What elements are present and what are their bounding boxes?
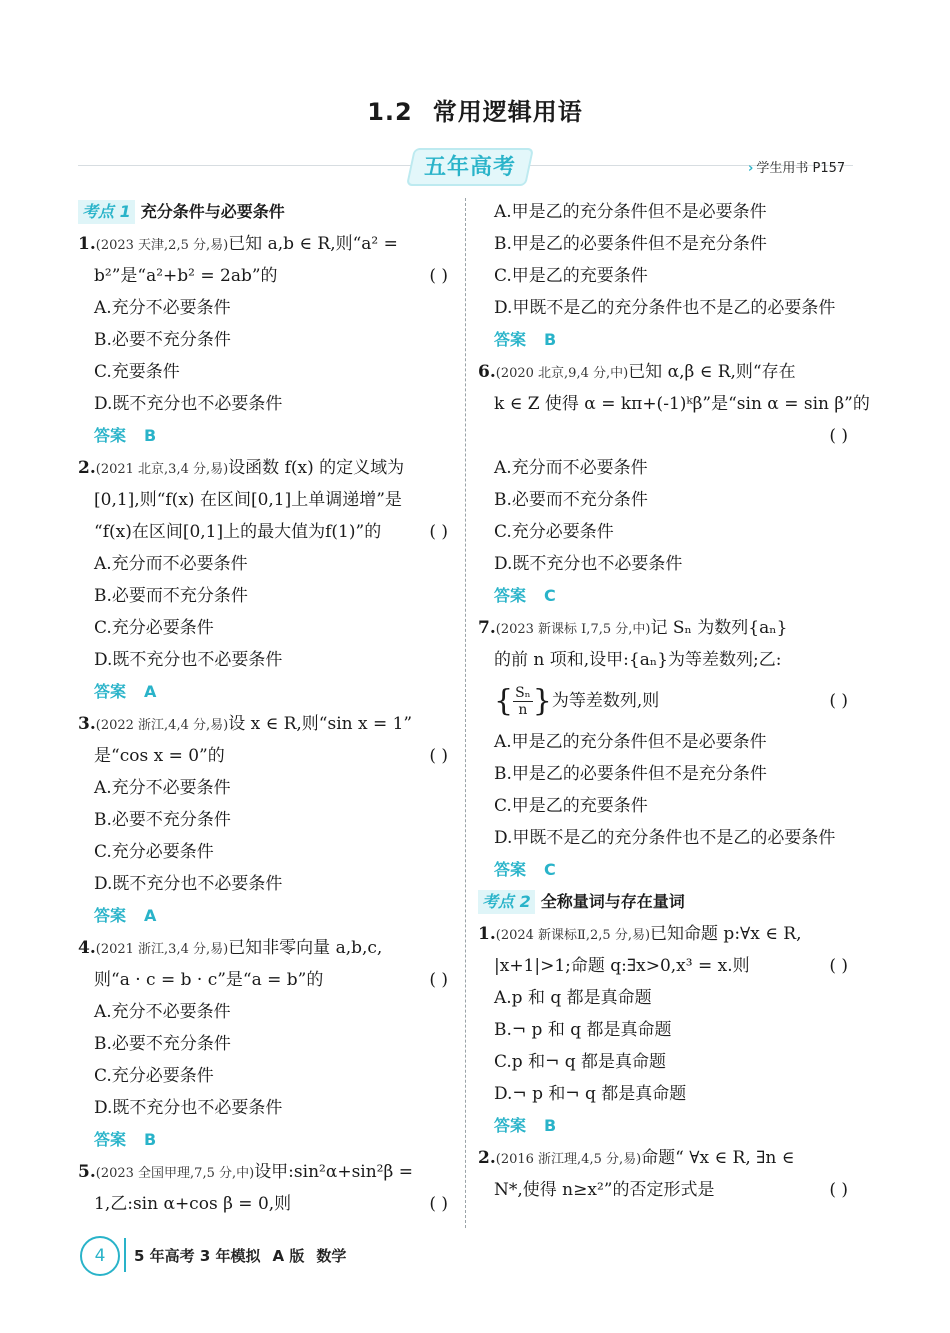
- left-column: [78, 196, 448, 1220]
- text-line: [478, 822, 848, 854]
- fraction-numerator: Sₙ: [515, 685, 531, 701]
- question-source: (2016 浙江理,4,5 分,易): [495, 1152, 642, 1167]
- answer-label: 答案: [494, 860, 527, 879]
- text-line: [478, 420, 848, 452]
- text-line: [478, 1014, 848, 1046]
- answer-value: A: [144, 682, 157, 701]
- question-source: (2024 新课标Ⅱ,2,5 分,易): [495, 928, 651, 943]
- section-heading: [478, 886, 848, 918]
- section-tag: 考点 1: [78, 200, 135, 224]
- reference-label: 学生用书 P157: [756, 161, 846, 176]
- text-line: [78, 324, 448, 356]
- text-line: [478, 484, 848, 516]
- text-line: [78, 388, 448, 420]
- line-text: 是“cos x = 0”的: [94, 746, 225, 766]
- answer-blank: ( ): [429, 746, 448, 766]
- line-text: C.充要条件: [94, 362, 180, 382]
- line-text: B.必要不充分条件: [94, 1034, 231, 1054]
- fraction-denominator: n: [518, 702, 528, 718]
- question-text: 命题“ ∀x ∈ R, ∃n ∈: [641, 1148, 795, 1168]
- text-line: [78, 836, 448, 868]
- answer-label: 答案: [94, 682, 127, 701]
- line-text: D.既不充分也不必要条件: [94, 394, 283, 414]
- text-line: [78, 1092, 448, 1124]
- question-text: 已知非零向量 a,b,c,: [228, 938, 383, 958]
- text-line: [478, 452, 848, 484]
- line-text: B.甲是乙的必要条件但不是充分条件: [494, 764, 767, 784]
- question-line: [478, 1142, 848, 1174]
- question-number: 1.: [78, 234, 96, 254]
- answer-blank: ( ): [829, 426, 848, 446]
- answer-line: [78, 900, 448, 932]
- text-line: [78, 484, 448, 516]
- book-title: 5 年高考 3 年模拟: [134, 1247, 261, 1265]
- line-text: D.既不充分也不必要条件: [494, 554, 683, 574]
- question-line: [78, 1156, 448, 1188]
- line-text: B.必要而不充分条件: [94, 586, 248, 606]
- line-text: 则“a · c = b · c”是“a = b”的: [94, 970, 324, 990]
- page-number: 4: [80, 1236, 120, 1276]
- text-line: [78, 612, 448, 644]
- question-line: [78, 708, 448, 740]
- text-line: [478, 196, 848, 228]
- question-line: [478, 356, 848, 388]
- answer-label: 答案: [494, 1116, 527, 1135]
- question-number: 7.: [478, 618, 496, 638]
- right-brace: }: [532, 683, 552, 719]
- line-text: |x+1|>1;命题 q:∃x>0,x³ = x.则: [494, 956, 750, 976]
- line-text: B.甲是乙的必要条件但不是充分条件: [494, 234, 767, 254]
- text-line: [478, 1174, 848, 1206]
- line-text: D.甲既不是乙的充分条件也不是乙的必要条件: [494, 828, 836, 848]
- line-text: A.充分不必要条件: [94, 298, 231, 318]
- text-line: [478, 548, 848, 580]
- line-text: A.充分而不必要条件: [494, 458, 648, 478]
- question-number: 6.: [478, 362, 496, 382]
- question-source: (2020 北京,9,4 分,中): [495, 366, 629, 381]
- line-text: D.甲既不是乙的充分条件也不是乙的必要条件: [494, 298, 836, 318]
- line-text: A.p 和 q 都是真命题: [494, 988, 652, 1008]
- text-line: [78, 644, 448, 676]
- text-line: [78, 996, 448, 1028]
- answer-line: [78, 676, 448, 708]
- question-source: (2023 天津,2,5 分,易): [95, 238, 229, 253]
- question-number: 4.: [78, 938, 96, 958]
- text-line: [78, 772, 448, 804]
- line-text: B.¬ p 和 q 都是真命题: [494, 1020, 672, 1040]
- text-line: [478, 982, 848, 1014]
- answer-value: B: [144, 1130, 157, 1149]
- answer-value: B: [544, 330, 557, 349]
- question-text: 设甲:sin²α+sin²β =: [254, 1162, 413, 1182]
- line-text: [0,1],则“f(x) 在区间[0,1]上单调递增”是: [94, 490, 402, 510]
- answer-blank: ( ): [429, 1194, 448, 1214]
- answer-blank: ( ): [829, 956, 848, 976]
- text-line: [78, 740, 448, 772]
- section-tag: 考点 2: [478, 890, 535, 914]
- text-line: [478, 758, 848, 790]
- question-source: (2021 北京,3,4 分,易): [95, 462, 229, 477]
- text-line: [78, 292, 448, 324]
- text-line: [478, 388, 870, 420]
- line-text: A.充分不必要条件: [94, 778, 231, 798]
- answer-label: 答案: [94, 906, 127, 925]
- subject: 数学: [316, 1247, 347, 1265]
- text-line: [478, 292, 848, 324]
- question-line: [78, 228, 448, 260]
- section-title: 全称量词与存在量词: [540, 892, 685, 911]
- question-line: [78, 932, 448, 964]
- question-source: (2021 浙江,3,4 分,易): [95, 942, 229, 957]
- question-source: (2023 新课标 Ⅰ,7,5 分,中): [495, 622, 651, 637]
- line-text: k ∈ Z 使得 α = kπ+(-1)ᵏβ”是“sin α = sin β”的: [494, 394, 870, 414]
- answer-value: C: [544, 860, 556, 879]
- answer-label: 答案: [94, 426, 127, 445]
- footer-info: [134, 1245, 358, 1266]
- line-text: C.充分必要条件: [94, 618, 214, 638]
- text-line: [78, 964, 448, 996]
- text-line: [478, 790, 848, 822]
- question-number: 3.: [78, 714, 96, 734]
- question-line: [478, 612, 848, 644]
- question-text: 设函数 f(x) 的定义域为: [228, 458, 405, 478]
- text-line: [78, 1188, 448, 1220]
- question-text: 已知 a,b ∈ R,则“a² =: [228, 234, 398, 254]
- question-number: 2.: [78, 458, 96, 478]
- question-line: [478, 918, 848, 950]
- text-line: [78, 580, 448, 612]
- line-text: D.既不充分也不必要条件: [94, 874, 283, 894]
- left-brace: {: [494, 683, 514, 719]
- line-text: 的前 n 项和,设甲:{aₙ}为等差数列;乙:: [494, 650, 782, 670]
- chevron-right-icon: ›: [748, 161, 754, 176]
- text-line: [478, 950, 848, 982]
- page-title: [0, 92, 950, 127]
- answer-value: C: [544, 586, 556, 605]
- answer-line: [478, 324, 848, 356]
- line-text: A.甲是乙的充分条件但不是必要条件: [494, 202, 767, 222]
- answer-line: [78, 420, 448, 452]
- question-text: 已知 α,β ∈ R,则“存在: [628, 362, 796, 382]
- question-text: 为等差数列,则: [551, 691, 660, 711]
- answer-value: B: [544, 1116, 557, 1135]
- line-text: C.充分必要条件: [494, 522, 614, 542]
- text-line: [478, 228, 848, 260]
- answer-value: A: [144, 906, 157, 925]
- answer-blank: ( ): [429, 522, 448, 542]
- text-line: [78, 356, 448, 388]
- edition: A 版: [272, 1247, 305, 1265]
- line-text: A.甲是乙的充分条件但不是必要条件: [494, 732, 767, 752]
- reference-link[interactable]: [748, 157, 845, 176]
- question-number: 1.: [478, 924, 496, 944]
- text-line: [78, 804, 448, 836]
- text-line: [78, 516, 448, 548]
- answer-label: 答案: [494, 330, 527, 349]
- question-text: 设 x ∈ R,则“sin x = 1”: [228, 714, 413, 734]
- question-text: 记 Sₙ 为数列{aₙ}: [650, 618, 788, 638]
- line-text: B.必要不充分条件: [94, 330, 231, 350]
- question-number: 2.: [478, 1148, 496, 1168]
- text-line: [478, 260, 848, 292]
- answer-line: [478, 854, 848, 886]
- text-line: [78, 1060, 448, 1092]
- line-text: b²”是“a²+b² = 2ab”的: [94, 266, 278, 286]
- line-text: B.必要而不充分条件: [494, 490, 648, 510]
- line-text: D.既不充分也不必要条件: [94, 650, 283, 670]
- section-title: 常用逻辑用语: [432, 98, 583, 126]
- fraction: [513, 685, 533, 718]
- text-line: [478, 1046, 848, 1078]
- answer-label: 答案: [494, 586, 527, 605]
- banner-label: 五年高考: [423, 155, 516, 180]
- text-line: [478, 644, 848, 676]
- line-text: N*,使得 n≥x²”的否定形式是: [494, 1180, 715, 1200]
- line-text: D.¬ p 和¬ q 都是真命题: [494, 1084, 687, 1104]
- line-text: “f(x)在区间[0,1]上的最大值为f(1)”的: [94, 522, 382, 542]
- line-text: C.甲是乙的充要条件: [494, 266, 648, 286]
- text-line: [78, 260, 448, 292]
- footer-divider: [124, 1238, 126, 1272]
- line-text: C.充分必要条件: [94, 842, 214, 862]
- answer-value: B: [144, 426, 157, 445]
- text-line: [78, 1028, 448, 1060]
- answer-blank: ( ): [429, 266, 448, 286]
- section-number: 1.2: [367, 98, 413, 126]
- question-line: [478, 676, 848, 726]
- line-text: A.充分不必要条件: [94, 1002, 231, 1022]
- text-line: [478, 1078, 848, 1110]
- line-text: C.充分必要条件: [94, 1066, 214, 1086]
- text-line: [78, 548, 448, 580]
- line-text: B.必要不充分条件: [94, 810, 231, 830]
- question-number: 5.: [78, 1162, 96, 1182]
- right-column: [478, 196, 870, 1206]
- section-title: 充分条件与必要条件: [140, 202, 285, 221]
- question-text: 已知命题 p:∀x ∈ R,: [650, 924, 802, 944]
- question-source: (2022 浙江,4,4 分,易): [95, 718, 229, 733]
- section-heading: [78, 196, 448, 228]
- question-line: [78, 452, 448, 484]
- line-text: C.甲是乙的充要条件: [494, 796, 648, 816]
- answer-blank: ( ): [429, 970, 448, 990]
- text-line: [478, 516, 848, 548]
- answer-blank: ( ): [829, 691, 848, 711]
- text-line: [478, 726, 848, 758]
- answer-line: [78, 1124, 448, 1156]
- answer-line: [478, 580, 848, 612]
- question-source: (2023 全国甲理,7,5 分,中): [95, 1166, 255, 1181]
- line-text: C.p 和¬ q 都是真命题: [494, 1052, 667, 1072]
- line-text: 1,乙:sin α+cos β = 0,则: [94, 1194, 292, 1214]
- column-divider: [465, 198, 466, 1228]
- answer-blank: ( ): [829, 1180, 848, 1200]
- line-text: D.既不充分也不必要条件: [94, 1098, 283, 1118]
- answer-line: [478, 1110, 848, 1142]
- line-text: A.充分而不必要条件: [94, 554, 248, 574]
- answer-label: 答案: [94, 1130, 127, 1149]
- text-line: [78, 868, 448, 900]
